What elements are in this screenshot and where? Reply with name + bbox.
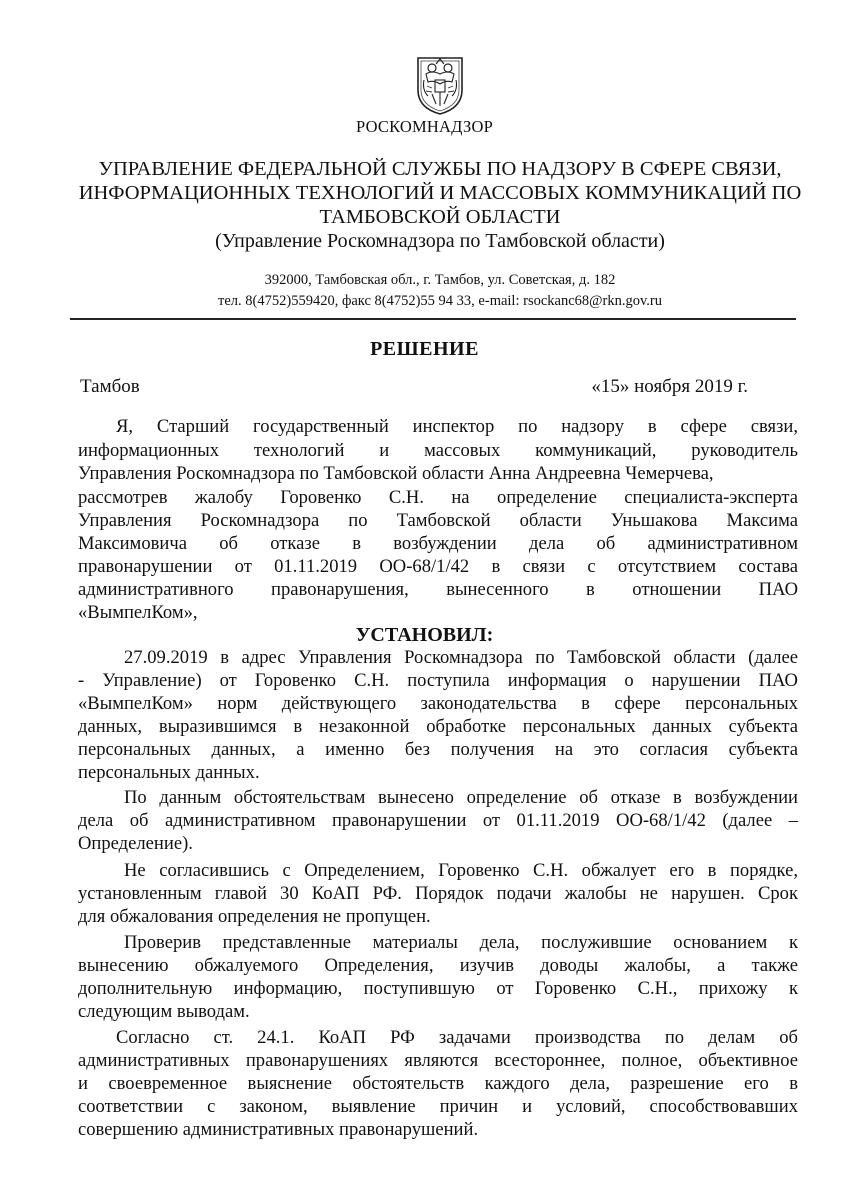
document-date: «15» ноября 2019 г. (591, 376, 748, 397)
header-line-1: УПРАВЛЕНИЕ ФЕДЕРАЛЬНОЙ СЛУЖБЫ ПО НАДЗОРУ В СФЕРЕ СВЯЗИ, (98, 158, 782, 180)
para5-line: и своевременное выяснение обстоятельств каждого дела, разрешение его в (78, 1073, 798, 1094)
para3-line: для обжалования определения не пропущен. (78, 906, 431, 927)
para2-line: дела об административном правонарушении от 01.11.2019 ОО-68/1/42 (далее – (78, 810, 798, 831)
intro-line: Максимовича об отказе в возбуждении дела об административном (78, 533, 798, 554)
para5-line: Согласно ст. 24.1. КоАП РФ задачами производства по делам об (116, 1027, 798, 1048)
coat-of-arms-emblem-icon (410, 50, 470, 116)
intro-line: информационных технологий и массовых коммуникаций, руководитель (78, 440, 798, 461)
header-divider (70, 318, 796, 320)
para1-line: - Управление) от Горовенко С.Н. поступила информация о нарушении ПАО (78, 670, 798, 691)
para5-line: административных правонарушениях являются всестороннее, полное, объективное (78, 1050, 798, 1071)
para4-line: вынесению обжалуемого Определения, изучив доводы жалобы, а также (78, 955, 798, 976)
para1-line: «ВымпелКом» норм действующего законодательства в сфере персональных (78, 693, 798, 714)
para1-line: персональных данных. (78, 762, 260, 783)
header-line-3: ТАМБОВСКОЙ ОБЛАСТИ (319, 206, 561, 228)
intro-line: правонарушении от 01.11.2019 ОО-68/1/42 в связи с отсутствием состава (78, 556, 798, 577)
para1-line: 27.09.2019 в адрес Управления Роскомнадзора по Тамбовской области (далее (124, 647, 798, 668)
intro-line: Я, Старший государственный инспектор по надзору в сфере связи, (116, 416, 798, 437)
para3-line: Не согласившись с Определением, Горовенко С.Н. обжалует его в порядке, (124, 860, 798, 881)
intro-line: Управления Роскомнадзора по Тамбовской области Уньшакова Максима (78, 510, 798, 531)
intro-line: Управления Роскомнадзора по Тамбовской области Анна Андреевна Чемерчева, (78, 463, 714, 484)
intro-line: «ВымпелКом», (78, 602, 198, 623)
para5-line: совершению административных правонарушений. (78, 1119, 479, 1140)
para5-line: соответствии с законом, выявление причин и условий, способствовавших (78, 1096, 798, 1117)
para2-line: По данным обстоятельствам вынесено определение об отказе в возбуждении (124, 787, 798, 808)
para1-line: данных, выразившимся в незаконной обработке персональных данных субъекта (78, 716, 798, 737)
header-line-2: ИНФОРМАЦИОННЫХ ТЕХНОЛОГИЙ И МАССОВЫХ КОММУНИКАЦИЙ ПО (78, 182, 802, 204)
para1-line: персональных данных, а именно без получения на это согласия субъекта (78, 739, 798, 760)
postal-address: 392000, Тамбовская обл., г. Тамбов, ул. Советская, д. 182 (264, 272, 616, 288)
document-title: РЕШЕНИЕ (370, 338, 479, 360)
intro-line: рассмотрев жалобу Горовенко С.Н. на определение специалиста-эксперта (78, 487, 798, 508)
para3-line: установленным главой 30 КоАП РФ. Порядок подачи жалобы не нарушен. Срок (78, 883, 798, 904)
para4-line: следующим выводам. (78, 1001, 250, 1022)
header-line-4: (Управление Роскомнадзора по Тамбовской области) (215, 230, 665, 252)
contact-info: тел. 8(4752)559420, факс 8(4752)55 94 33, e-mail: rsockanc68@rkn.gov.ru (218, 293, 662, 309)
established-heading: УСТАНОВИЛ: (355, 624, 494, 646)
agency-short-name: РОСКОМНАДЗОР (356, 117, 493, 136)
para4-line: дополнительную информацию, поступившую от Горовенко С.Н., прихожу к (78, 978, 798, 999)
para4-line: Проверив представленные материалы дела, послужившие основанием к (124, 932, 798, 953)
document-city: Тамбов (80, 376, 140, 397)
intro-line: административного правонарушения, вынесенного в отношении ПАО (78, 579, 798, 600)
para2-line: Определение). (78, 833, 193, 854)
